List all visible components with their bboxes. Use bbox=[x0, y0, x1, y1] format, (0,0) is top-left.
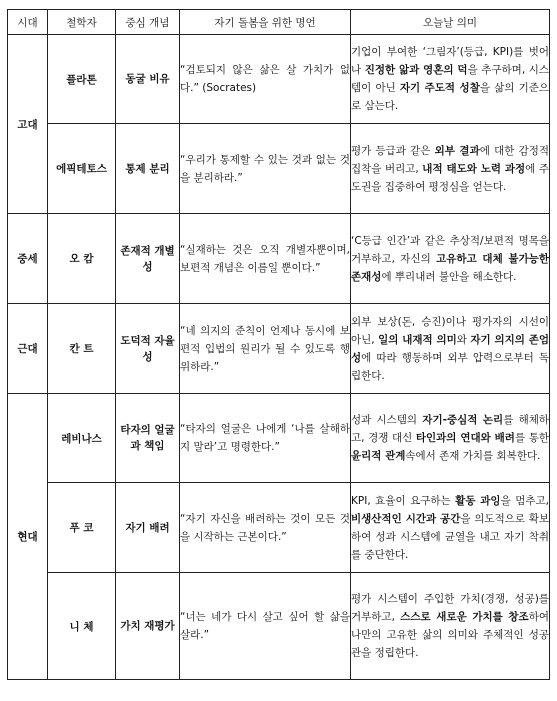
meaning-cell bbox=[351, 483, 550, 573]
meaning-text: 평가 등급과 같은 bbox=[351, 144, 435, 157]
meaning-text: 와 bbox=[456, 333, 471, 346]
era-cell-medieval: 중세 bbox=[8, 214, 48, 304]
meaning-emphasis: 자기 의지의 존엄성 bbox=[351, 333, 550, 364]
era-cell-contemporary: 현대 bbox=[8, 394, 48, 680]
meaning-cell bbox=[351, 304, 550, 394]
header-era: 시대 bbox=[8, 10, 48, 35]
table-row bbox=[8, 394, 550, 483]
meaning-text: 를 해체하고, 경쟁 대신 bbox=[351, 414, 549, 444]
quote-cell: “네 의지의 준칙이 언제나 동시에 보편적 입법의 원리가 될 수 있도록 행위하라.” bbox=[180, 304, 351, 394]
philosophy-table bbox=[7, 9, 550, 680]
philosopher-cell: 푸 코 bbox=[48, 483, 116, 573]
meaning-cell bbox=[351, 394, 550, 483]
meaning-text: 에 따라 행동하며 외부 압력으로부터 독립한다. bbox=[351, 351, 549, 382]
meaning-emphasis: 내적 태도와 노력 과정 bbox=[422, 162, 526, 175]
meaning-text: 성과 시스템의 bbox=[351, 414, 423, 426]
meaning-emphasis: 스스로 새로운 가치를 창조 bbox=[400, 611, 529, 623]
concept-cell: 타자의 얼굴과 책임 bbox=[116, 394, 180, 483]
concept-cell: 가치 재평가 bbox=[116, 573, 180, 680]
header-philosopher: 철학자 bbox=[48, 10, 116, 35]
era-cell-modern: 근대 bbox=[8, 304, 48, 394]
table-row bbox=[8, 35, 550, 124]
meaning-text: 평가 시스템이 주입한 가치(경쟁, 성공)를 거부하고, bbox=[351, 593, 549, 623]
meaning-emphasis: 활동 과잉 bbox=[455, 494, 501, 507]
meaning-text: 을 멈추고, bbox=[500, 494, 549, 507]
meaning-text: 속에서 존재 가치를 회복한다. bbox=[405, 450, 541, 462]
meaning-cell bbox=[351, 573, 550, 680]
meaning-text: 에 뿌리내려 불안을 해소한다. bbox=[381, 270, 517, 283]
meaning-cell bbox=[351, 35, 550, 124]
philosopher-cell: 오 캄 bbox=[48, 214, 116, 304]
meaning-emphasis: 비생산적인 시간과 공간 bbox=[351, 512, 461, 525]
philosopher-cell: 플라톤 bbox=[48, 35, 116, 124]
table-row bbox=[8, 483, 550, 573]
meaning-emphasis: 윤리적 관계 bbox=[351, 450, 406, 462]
concept-cell: 통제 분리 bbox=[116, 124, 180, 214]
quote-cell: “자기 자신을 배려하는 것이 모든 것을 시작하는 근본이다.” bbox=[180, 483, 351, 573]
meaning-emphasis: 외부 결과 bbox=[434, 144, 480, 157]
concept-cell: 자기 배려 bbox=[116, 483, 180, 573]
concept-cell: 동굴 비유 bbox=[116, 35, 180, 124]
meaning-emphasis: 자기-중심적 논리 bbox=[422, 414, 504, 426]
quote-cell: “우리가 통제할 수 있는 것과 없는 것을 분리하라.” bbox=[180, 124, 351, 214]
philosopher-cell: 칸 트 bbox=[48, 304, 116, 394]
meaning-text: 하여 나만의 고유한 삶의 의미와 주체적인 성공관을 정립한다. bbox=[351, 611, 550, 659]
meaning-emphasis: 고유하고 대체 불가능한 존재성 bbox=[351, 252, 549, 283]
philosopher-cell: 에픽테토스 bbox=[48, 124, 116, 214]
meaning-text: 외부 보상(돈, 승진)이나 평가자의 시선이 아닌, bbox=[351, 315, 549, 346]
quote-cell: “실재하는 것은 오직 개별자뿐이며, 보편적 개념은 이름일 뿐이다.” bbox=[180, 214, 351, 304]
meaning-text: 에 주도권을 집중하여 평정심을 얻는다. bbox=[351, 162, 550, 193]
meaning-text: 을 삶의 기준으로 삼는다. bbox=[351, 82, 550, 112]
quote-cell: “검토되지 않은 삶은 살 가치가 없다.” (Socrates) bbox=[180, 35, 351, 124]
quote-cell: “너는 네가 다시 살고 싶어 할 삶을 살라.” bbox=[180, 573, 351, 680]
header-quote: 자기 돌봄을 위한 명언 bbox=[180, 10, 351, 35]
table-row bbox=[8, 124, 550, 214]
table-row bbox=[8, 573, 550, 680]
concept-cell: 존재적 개별성 bbox=[116, 214, 180, 304]
meaning-text: 기업이 부여한 ‘그림자’(등급, KPI)를 벗어나 bbox=[351, 46, 549, 76]
table-row bbox=[8, 304, 550, 394]
meaning-cell bbox=[351, 124, 550, 214]
meaning-text: 를 통한 bbox=[514, 432, 549, 444]
table-row bbox=[8, 214, 550, 304]
philosopher-cell: 니 체 bbox=[48, 573, 116, 680]
meaning-text: 을 의도적으로 확보하여 성과 시스템에 균열을 내고 자기 착취를 중단한다. bbox=[351, 512, 549, 561]
era-cell-ancient: 고대 bbox=[8, 35, 48, 214]
meaning-text: KPI, 효율이 요구하는 bbox=[351, 494, 456, 507]
meaning-text: 에 대한 감정적 집착을 버리고, bbox=[351, 144, 550, 175]
meaning-emphasis: 진정한 앎과 영혼의 덕 bbox=[364, 64, 468, 76]
meaning-text: ‘C등급 인간’과 같은 추상적/보편적 명목을 거부하고, 자신의 bbox=[351, 234, 549, 265]
meaning-cell bbox=[351, 214, 550, 304]
meaning-text: 을 추구하며, 시스템이 아닌 bbox=[351, 64, 549, 94]
meaning-emphasis: 일의 내재적 의미 bbox=[378, 333, 457, 346]
header-meaning: 오늘날 의미 bbox=[351, 10, 550, 35]
concept-cell: 도덕적 자율성 bbox=[116, 304, 180, 394]
header-concept: 중심 개념 bbox=[116, 10, 180, 35]
quote-cell: “타자의 얼굴은 나에게 ‘나를 살해하지 말라’고 명령한다.” bbox=[180, 394, 351, 483]
meaning-emphasis: 자기 주도적 성찰 bbox=[399, 82, 480, 94]
philosopher-cell: 레비나스 bbox=[48, 394, 116, 483]
header-row bbox=[8, 10, 550, 35]
meaning-emphasis: 타인과의 연대와 배려 bbox=[415, 432, 515, 444]
